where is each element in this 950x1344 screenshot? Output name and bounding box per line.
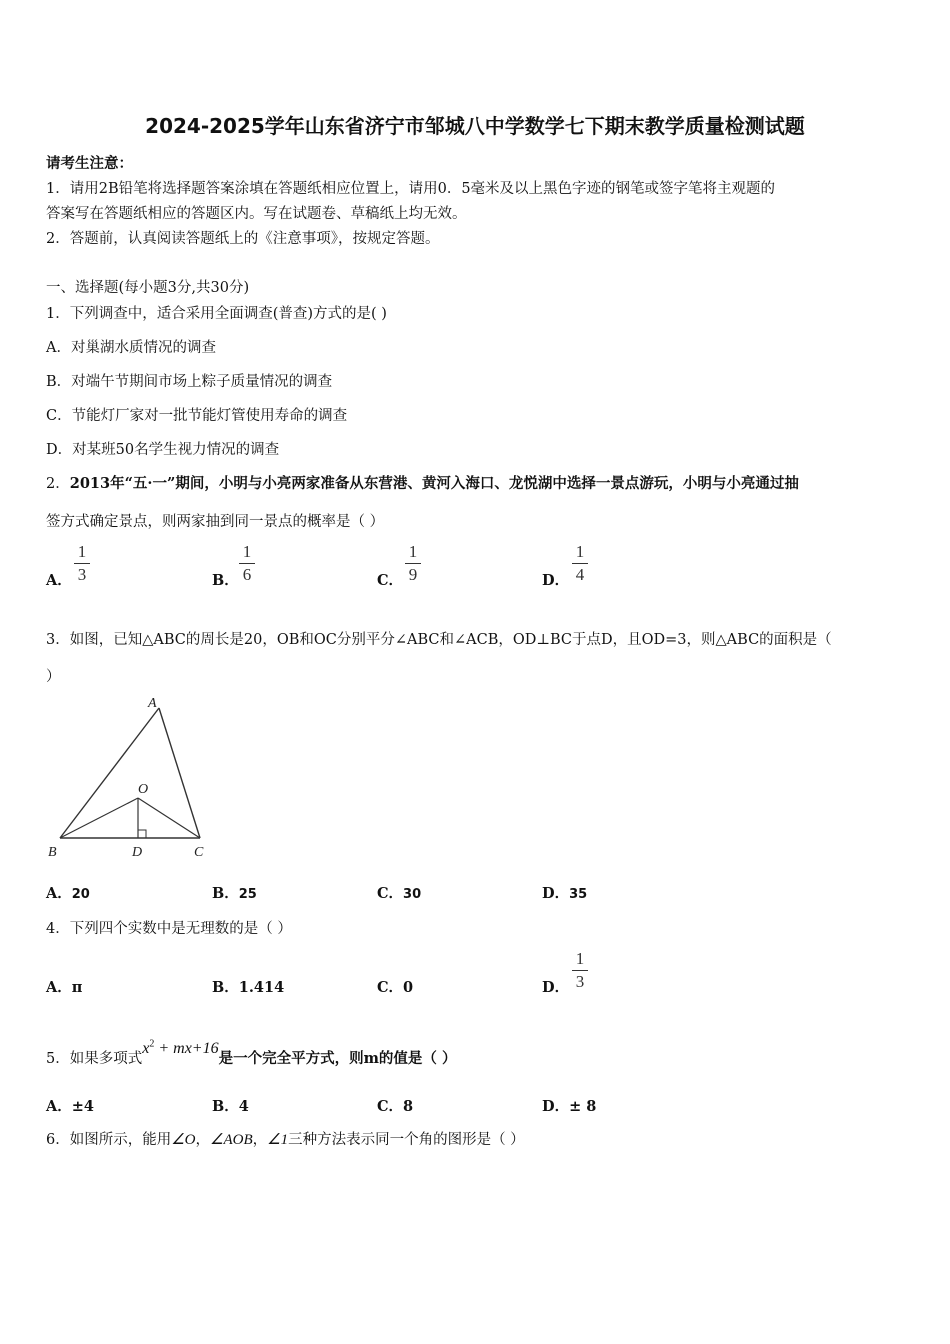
q2-option-c-fraction: 1 9 — [405, 543, 421, 584]
segment-ob — [60, 798, 138, 838]
q3-option-d-label: D． — [542, 885, 570, 902]
q6-sep-2: ， — [252, 1132, 268, 1148]
q3-option-b-value: 25 — [238, 887, 257, 902]
section-heading: 一、选择题(每小题3分,共30分) — [46, 280, 250, 296]
q6-prefix: 6．如图所示，能用 — [46, 1132, 172, 1148]
q4-option-a — [46, 976, 82, 997]
q3-option-c-value: 30 — [403, 887, 422, 902]
q5-option-c-value: 8 — [403, 1098, 414, 1115]
q6-angle-aob: ∠AOB — [210, 1132, 253, 1148]
q6-sep-1: ， — [195, 1132, 211, 1148]
q5-option-d — [542, 1095, 596, 1116]
q5-option-a — [46, 1095, 94, 1116]
q2-stem-line-2: 签方式确定景点，则两家抽到同一景点的概率是（ ） — [46, 514, 385, 530]
q5-suffix: 是一个完全平方式，则m的值是（ ） — [218, 1050, 457, 1067]
q3-option-b — [212, 882, 257, 903]
q3-option-a — [46, 882, 90, 903]
triangle-figure — [44, 690, 214, 862]
notice-heading: 请考生注意： — [46, 155, 133, 172]
q5-option-b — [212, 1095, 249, 1116]
label-a: A — [148, 696, 157, 711]
notice-line-1b: 答案写在答题纸相应的答题区内。写在试题卷、草稿纸上均无效。 — [46, 206, 467, 222]
q2-option-b-label: B． — [212, 572, 239, 589]
q3-option-a-label: A． — [46, 885, 72, 902]
q4-stem: 4．下列四个实数中是无理数的是（ ） — [46, 921, 292, 937]
q6-angle-o: ∠O — [171, 1132, 196, 1148]
notice-line-1: 1．请用2B铅笔将选择题答案涂填在答题纸相应位置上，请用0．5毫米及以上黑色字迹的钢笔或签字笔将主观题的 — [46, 181, 776, 197]
notice-line-2: 2．答题前，认真阅读答题纸上的《注意事项》，按规定答题。 — [46, 231, 440, 247]
label-o: O — [138, 782, 149, 797]
q5-option-d-value: ± 8 — [569, 1098, 597, 1115]
q3-option-c-label: C． — [377, 885, 404, 902]
q1-option-a: A．对巢湖水质情况的调查 — [46, 340, 216, 356]
q5-option-a-label: A． — [46, 1098, 72, 1115]
q3-stem-line-1: 3．如图，已知△ABC的周长是20，OB和OC分别平分∠ABC和∠ACB，OD⊥BC于点D，且OD=3，则△ABC的面积是（ — [46, 632, 832, 648]
page-title: 2024-2025学年山东省济宁市邹城八中学数学七下期末教学质量检测试题 — [145, 114, 805, 138]
label-d: D — [132, 845, 143, 860]
q4-option-c — [377, 976, 413, 997]
q5-stem — [46, 1038, 457, 1068]
q1-option-d: D．对某班50名学生视力情况的调查 — [46, 442, 280, 458]
q4-option-c-value: 0 — [403, 979, 414, 996]
q2-option-a-label: A． — [46, 572, 72, 589]
q1-stem: 1．下列调查中，适合采用全面调查(普查)方式的是( ) — [46, 306, 387, 322]
q4-option-d-fraction: 1 3 — [572, 950, 588, 991]
q5-option-a-value: ±4 — [71, 1098, 95, 1115]
q5-option-c-label: C． — [377, 1098, 404, 1115]
q2-stem-text: 2013年“五·一”期间，小明与小亮两家准备从东营港、黄河入海口、龙悦湖中选择一景点游玩，小明与小亮通过抽 — [69, 475, 799, 492]
label-c: C — [194, 845, 204, 860]
label-b: B — [48, 845, 57, 860]
q5-option-c — [377, 1095, 413, 1116]
q5-prefix: 5．如果多项式 — [46, 1051, 143, 1067]
segment-oc — [138, 798, 200, 838]
q2-option-c-label: C． — [377, 572, 404, 589]
q4-option-b-label: B． — [212, 979, 239, 996]
q5-option-d-label: D． — [542, 1098, 570, 1115]
q2-option-d-fraction: 1 4 — [572, 543, 588, 584]
q4-option-a-value: π — [71, 979, 83, 996]
q2-option-d-label: D． — [542, 572, 570, 589]
q1-option-c: C．节能灯厂家对一批节能灯管使用寿命的调查 — [46, 408, 348, 424]
q6-suffix: 三种方法表示同一个角的图形是（ ） — [288, 1132, 525, 1148]
q2-option-b-fraction: 1 6 — [239, 543, 255, 584]
q3-option-a-value: 20 — [71, 887, 90, 902]
q6-angle-1: ∠1 — [267, 1132, 289, 1148]
right-angle-mark — [138, 830, 146, 838]
q1-option-b: B．对端午节期间市场上粽子质量情况的调查 — [46, 374, 333, 390]
q2-stem-line-1 — [46, 472, 799, 493]
q3-stem-line-2: ） — [46, 669, 61, 685]
q5-option-b-label: B． — [212, 1098, 239, 1115]
q3-option-d-value: 35 — [569, 887, 588, 902]
q4-option-a-label: A． — [46, 979, 72, 996]
q2-number: 2． — [46, 476, 70, 492]
q2-option-a-fraction: 1 3 — [74, 543, 90, 584]
q5-expression: $x^2 + mx+16$ — [142, 1038, 219, 1057]
q5-option-b-value: 4 — [238, 1098, 249, 1115]
side-ac — [159, 708, 200, 838]
q3-option-d — [542, 882, 587, 903]
q4-option-d-label: D． — [542, 979, 570, 996]
q3-option-b-label: B． — [212, 885, 239, 902]
q4-option-b-value: 1.414 — [238, 979, 285, 996]
q4-option-b — [212, 976, 284, 997]
q3-option-c — [377, 882, 421, 903]
side-ab — [60, 708, 159, 838]
q4-option-c-label: C． — [377, 979, 404, 996]
q6-stem — [46, 1128, 525, 1149]
